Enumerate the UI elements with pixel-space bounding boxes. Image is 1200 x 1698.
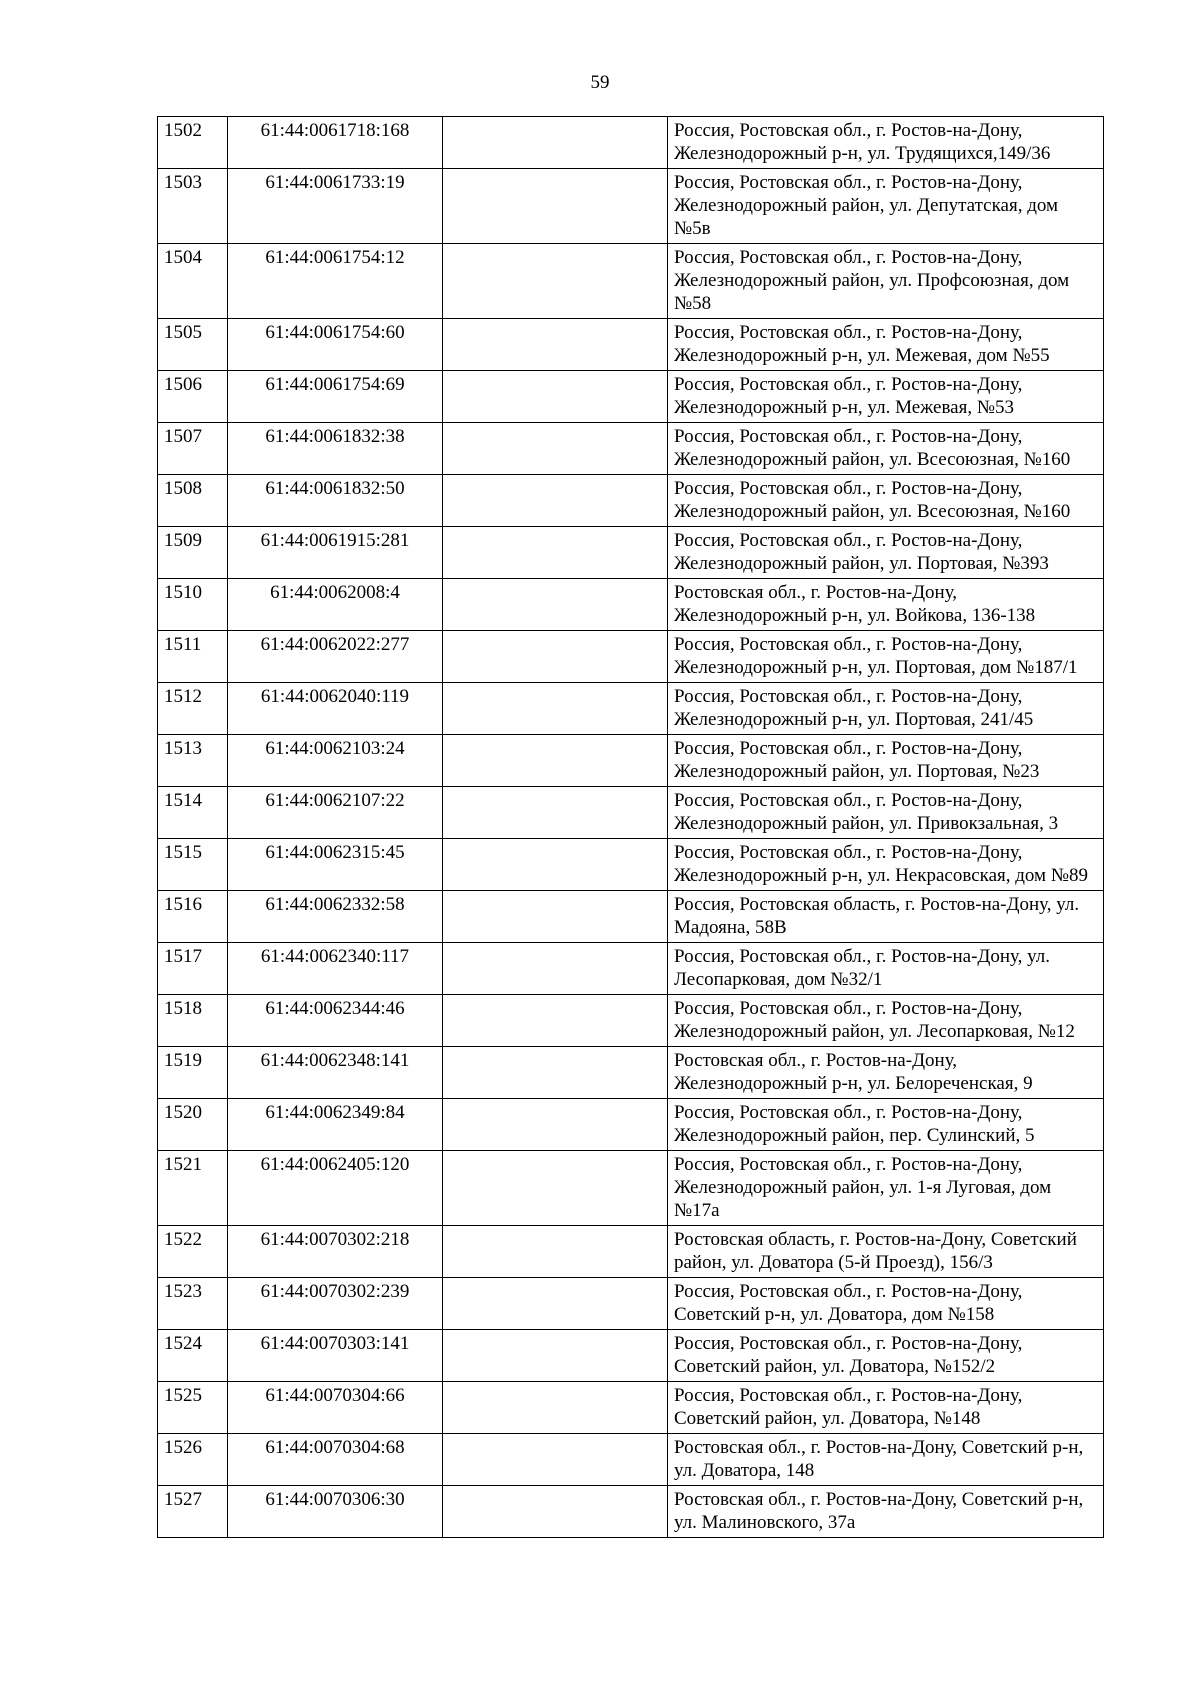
- cadastral-number-cell: 61:44:0062348:141: [228, 1047, 443, 1099]
- address-cell: Россия, Ростовская обл., г. Ростов-на-Дону, Железнодорожный р-н, ул. Некрасовская, дом №89: [668, 839, 1104, 891]
- address-cell: Россия, Ростовская обл., г. Ростов-на-Дону, Советский район, ул. Доватора, №152/2: [668, 1330, 1104, 1382]
- empty-cell: [443, 1151, 668, 1226]
- table-row: [158, 1278, 1104, 1330]
- cadastral-number-cell: 61:44:0061832:50: [228, 475, 443, 527]
- table-row: [158, 631, 1104, 683]
- empty-cell: [443, 244, 668, 319]
- table-row: [158, 319, 1104, 371]
- address-cell: Ростовская область, г. Ростов-на-Дону, Советский район, ул. Доватора (5-й Проезд), 156/3: [668, 1226, 1104, 1278]
- empty-cell: [443, 1047, 668, 1099]
- address-cell: Россия, Ростовская обл., г. Ростов-на-Дону, Железнодорожный район, ул. 1-я Луговая, дом №17а: [668, 1151, 1104, 1226]
- cadastral-number-cell: 61:44:0061718:168: [228, 117, 443, 169]
- empty-cell: [443, 423, 668, 475]
- empty-cell: [443, 1278, 668, 1330]
- cadastral-number-cell: 61:44:0070302:239: [228, 1278, 443, 1330]
- address-cell: Россия, Ростовская обл., г. Ростов-на-Дону, ул. Лесопарковая, дом №32/1: [668, 943, 1104, 995]
- cadastral-number-cell: 61:44:0061754:69: [228, 371, 443, 423]
- table-row: [158, 995, 1104, 1047]
- empty-cell: [443, 169, 668, 244]
- row-number-cell: 1502: [158, 117, 228, 169]
- address-cell: Россия, Ростовская обл., г. Ростов-на-Дону, Железнодорожный район, ул. Всесоюзная, №160: [668, 475, 1104, 527]
- empty-cell: [443, 1382, 668, 1434]
- empty-cell: [443, 1099, 668, 1151]
- address-cell: Россия, Ростовская обл., г. Ростов-на-Дону, Железнодорожный район, ул. Профсоюзная, дом №58: [668, 244, 1104, 319]
- cadastral-number-cell: 61:44:0062332:58: [228, 891, 443, 943]
- cadastral-number-cell: 61:44:0070304:68: [228, 1434, 443, 1486]
- empty-cell: [443, 735, 668, 787]
- empty-cell: [443, 631, 668, 683]
- cadastral-number-cell: 61:44:0062405:120: [228, 1151, 443, 1226]
- row-number-cell: 1513: [158, 735, 228, 787]
- table-row: [158, 169, 1104, 244]
- empty-cell: [443, 527, 668, 579]
- cadastral-number-cell: 61:44:0070304:66: [228, 1382, 443, 1434]
- address-cell: Россия, Ростовская обл., г. Ростов-на-Дону, Железнодорожный р-н, ул. Межевая, №53: [668, 371, 1104, 423]
- address-cell: Россия, Ростовская обл., г. Ростов-на-Дону, Железнодорожный район, ул. Депутатская, дом №5в: [668, 169, 1104, 244]
- address-cell: Россия, Ростовская обл., г. Ростов-на-Дону, Железнодорожный р-н, ул. Трудящихся,149/36: [668, 117, 1104, 169]
- table-row: [158, 839, 1104, 891]
- cadastral-number-cell: 61:44:0062022:277: [228, 631, 443, 683]
- address-cell: Ростовская обл., г. Ростов-на-Дону, Советский р-н, ул. Малиновского, 37а: [668, 1486, 1104, 1538]
- empty-cell: [443, 1226, 668, 1278]
- row-number-cell: 1514: [158, 787, 228, 839]
- empty-cell: [443, 839, 668, 891]
- row-number-cell: 1522: [158, 1226, 228, 1278]
- row-number-cell: 1510: [158, 579, 228, 631]
- table-row: [158, 1434, 1104, 1486]
- row-number-cell: 1503: [158, 169, 228, 244]
- table-row: [158, 423, 1104, 475]
- table-row: [158, 579, 1104, 631]
- address-cell: Россия, Ростовская обл., г. Ростов-на-Дону, Железнодорожный район, ул. Всесоюзная, №160: [668, 423, 1104, 475]
- empty-cell: [443, 579, 668, 631]
- row-number-cell: 1509: [158, 527, 228, 579]
- row-number-cell: 1521: [158, 1151, 228, 1226]
- table-row: [158, 787, 1104, 839]
- empty-cell: [443, 117, 668, 169]
- table-row: [158, 1330, 1104, 1382]
- empty-cell: [443, 787, 668, 839]
- cadastral-number-cell: 61:44:0061754:12: [228, 244, 443, 319]
- table-row: [158, 1151, 1104, 1226]
- cadastral-number-cell: 61:44:0062349:84: [228, 1099, 443, 1151]
- address-cell: Россия, Ростовская обл., г. Ростов-на-Дону, Железнодорожный район, ул. Привокзальная, 3: [668, 787, 1104, 839]
- empty-cell: [443, 475, 668, 527]
- table-row: [158, 117, 1104, 169]
- empty-cell: [443, 1486, 668, 1538]
- row-number-cell: 1518: [158, 995, 228, 1047]
- cadastral-number-cell: 61:44:0061754:60: [228, 319, 443, 371]
- cadastral-number-cell: 61:44:0062008:4: [228, 579, 443, 631]
- row-number-cell: 1516: [158, 891, 228, 943]
- cadastral-number-cell: 61:44:0062107:22: [228, 787, 443, 839]
- empty-cell: [443, 995, 668, 1047]
- page-number: 59: [590, 72, 610, 93]
- empty-cell: [443, 1434, 668, 1486]
- address-cell: Россия, Ростовская обл., г. Ростов-на-Дону, Советский р-н, ул. Доватора, дом №158: [668, 1278, 1104, 1330]
- cadastral-number-cell: 61:44:0061832:38: [228, 423, 443, 475]
- table-row: [158, 683, 1104, 735]
- cadastral-number-cell: 61:44:0062344:46: [228, 995, 443, 1047]
- row-number-cell: 1523: [158, 1278, 228, 1330]
- table-row: [158, 1099, 1104, 1151]
- table-row: [158, 371, 1104, 423]
- address-cell: Россия, Ростовская обл., г. Ростов-на-Дону, Железнодорожный р-н, ул. Портовая, дом №187/1: [668, 631, 1104, 683]
- address-cell: Россия, Ростовская обл., г. Ростов-на-Дону, Железнодорожный район, ул. Лесопарковая, №12: [668, 995, 1104, 1047]
- table-row: [158, 1047, 1104, 1099]
- table-row: [158, 244, 1104, 319]
- address-cell: Россия, Ростовская обл., г. Ростов-на-Дону, Железнодорожный район, ул. Портовая, №23: [668, 735, 1104, 787]
- cadastral-number-cell: 61:44:0062040:119: [228, 683, 443, 735]
- row-number-cell: 1515: [158, 839, 228, 891]
- cadastral-number-cell: 61:44:0062103:24: [228, 735, 443, 787]
- address-cell: Россия, Ростовская обл., г. Ростов-на-Дону, Железнодорожный р-н, ул. Межевая, дом №55: [668, 319, 1104, 371]
- row-number-cell: 1508: [158, 475, 228, 527]
- table-row: [158, 1226, 1104, 1278]
- empty-cell: [443, 371, 668, 423]
- cadastral-number-cell: 61:44:0061733:19: [228, 169, 443, 244]
- address-cell: Ростовская обл., г. Ростов-на-Дону, Железнодорожный р-н, ул. Войкова, 136-138: [668, 579, 1104, 631]
- registry-table-body: [158, 117, 1104, 1538]
- row-number-cell: 1505: [158, 319, 228, 371]
- address-cell: Россия, Ростовская обл., г. Ростов-на-Дону, Железнодорожный р-н, ул. Портовая, 241/45: [668, 683, 1104, 735]
- cadastral-number-cell: 61:44:0070306:30: [228, 1486, 443, 1538]
- row-number-cell: 1524: [158, 1330, 228, 1382]
- table-row: [158, 943, 1104, 995]
- table-row: [158, 527, 1104, 579]
- row-number-cell: 1525: [158, 1382, 228, 1434]
- table-row: [158, 891, 1104, 943]
- row-number-cell: 1507: [158, 423, 228, 475]
- empty-cell: [443, 319, 668, 371]
- registry-table: [157, 116, 1104, 1538]
- cadastral-number-cell: 61:44:0070302:218: [228, 1226, 443, 1278]
- address-cell: Россия, Ростовская обл., г. Ростов-на-Дону, Железнодорожный район, ул. Портовая, №393: [668, 527, 1104, 579]
- table-row: [158, 475, 1104, 527]
- address-cell: Ростовская обл., г. Ростов-на-Дону, Советский р-н, ул. Доватора, 148: [668, 1434, 1104, 1486]
- cadastral-number-cell: 61:44:0061915:281: [228, 527, 443, 579]
- row-number-cell: 1506: [158, 371, 228, 423]
- row-number-cell: 1520: [158, 1099, 228, 1151]
- table-row: [158, 1382, 1104, 1434]
- empty-cell: [443, 1330, 668, 1382]
- table-row: [158, 1486, 1104, 1538]
- row-number-cell: 1527: [158, 1486, 228, 1538]
- cadastral-number-cell: 61:44:0062340:117: [228, 943, 443, 995]
- address-cell: Россия, Ростовская обл., г. Ростов-на-Дону, Железнодорожный район, пер. Сулинский, 5: [668, 1099, 1104, 1151]
- row-number-cell: 1519: [158, 1047, 228, 1099]
- row-number-cell: 1512: [158, 683, 228, 735]
- cadastral-number-cell: 61:44:0070303:141: [228, 1330, 443, 1382]
- row-number-cell: 1504: [158, 244, 228, 319]
- empty-cell: [443, 891, 668, 943]
- address-cell: Россия, Ростовская обл., г. Ростов-на-Дону, Советский район, ул. Доватора, №148: [668, 1382, 1104, 1434]
- row-number-cell: 1511: [158, 631, 228, 683]
- cadastral-number-cell: 61:44:0062315:45: [228, 839, 443, 891]
- row-number-cell: 1517: [158, 943, 228, 995]
- address-cell: Ростовская обл., г. Ростов-на-Дону, Железнодорожный р-н, ул. Белореченская, 9: [668, 1047, 1104, 1099]
- row-number-cell: 1526: [158, 1434, 228, 1486]
- empty-cell: [443, 943, 668, 995]
- address-cell: Россия, Ростовская область, г. Ростов-на-Дону, ул. Мадояна, 58В: [668, 891, 1104, 943]
- table-row: [158, 735, 1104, 787]
- empty-cell: [443, 683, 668, 735]
